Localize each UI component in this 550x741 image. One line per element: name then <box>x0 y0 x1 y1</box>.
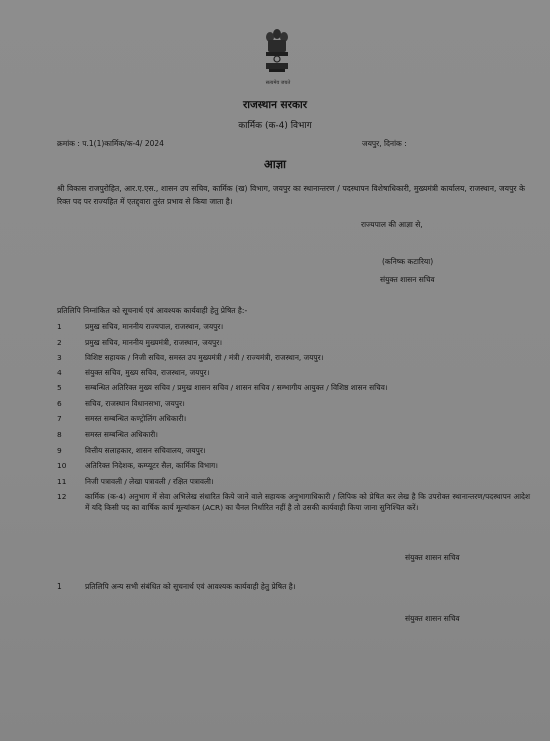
list-item-number: 10 <box>57 461 67 470</box>
order-title: आज्ञा <box>263 157 287 171</box>
list-item-number: 4 <box>57 368 62 377</box>
copy-intro: प्रतिलिपि निम्नांकित को सूचनार्थ एवं आवश्यक कार्यवाही हेतु प्रेषित है:- <box>57 306 248 315</box>
list-item-number: 9 <box>57 446 62 455</box>
list-item-text: प्रमुख सचिव, माननीय राज्यपाल, राजस्थान, जयपुर। <box>85 322 224 331</box>
list-item-number: 1 <box>57 322 62 331</box>
list-item-text: अतिरिक्त निदेशक, कम्प्यूटर सैल, कार्मिक विभाग। <box>85 461 218 470</box>
place-date: जयपुर, दिनांक : <box>362 139 407 148</box>
list-item-number: 5 <box>57 383 62 392</box>
third-signatory-designation: संयुक्त शासन सचिव <box>405 614 460 623</box>
signatory-designation: संयुक्त शासन सचिव <box>380 275 435 284</box>
reference-number: क्रमांक : प.1(1)कार्मिक/क-4/ 2024 <box>57 139 164 148</box>
authority-line: राज्यपाल की आज्ञा से, <box>361 220 423 229</box>
government-heading: राजस्थान सरकार <box>242 99 308 111</box>
list-item-number: 8 <box>57 430 62 439</box>
list-item-number: 7 <box>57 414 62 423</box>
list-item-text: प्रमुख सचिव, माननीय मुख्यमंत्री, राजस्थान, जयपुर। <box>85 338 223 347</box>
list-item-number: 11 <box>57 477 67 486</box>
department-heading: कार्मिक (क-4) विभाग <box>238 121 312 131</box>
list-item-text: सम्बन्धित अतिरिक्त मुख्य सचिव / प्रमुख शासन सचिव / शासन सचिव / सम्भागीय आयुक्त / विशिष्ठ शासन सचिव। <box>85 383 388 392</box>
list-item-text: संयुक्त सचिव, मुख्य सचिव, राजस्थान, जयपुर। <box>85 368 210 377</box>
list-item-text: वित्तीय सलाहकार, शासन सचिवालय, जयपुर। <box>85 446 206 455</box>
signatory-name: (कनिष्क कटारिया) <box>382 257 434 266</box>
list-item-text: प्रतिलिपि अन्य सभी संबंधित को सूचनार्थ एवं आवश्यक कार्यवाही हेतु प्रेषित है। <box>85 582 296 591</box>
list-item-number: 6 <box>57 399 62 408</box>
list-item-text: समस्त सम्बन्धित कण्ट्रोलिंग अधिकारी। <box>85 414 187 423</box>
list-item-text: निजी पत्रावली / लेखा पत्रावली / रक्षित पत्रावली। <box>85 477 214 486</box>
list-item-text: विशिष्ट सहायक / निजी सचिव, समस्त उप मुख्यमंत्री / मंत्री / राज्यमंत्री, राजस्थान, जयपुर। <box>85 353 324 362</box>
emblem-caption: सत्यमेव जयते <box>265 80 291 86</box>
list-item-number: 2 <box>57 338 62 347</box>
list-item-text: समस्त सम्बन्धित अधिकारी। <box>85 430 158 439</box>
list-item-text: कार्मिक (क-4) अनुभाग में सेवा अभिलेख संधारित किये जाने वाले सहायक अनुभागाधिकारी / लिपिक को प्रेषित कर लेख है कि उपरोक्त स्थानान्तरण/पदस्थापन आदेश में यदि किसी पद का वार्षिक कार्य मूल्यांकन (ACR) का चैनल निर्धारित नहीं है तो उसकी कार्यवाही किया जाना सुनिश्चित करें। <box>85 492 530 512</box>
list-item-number: 1 <box>57 582 62 591</box>
state-emblem-icon <box>262 26 292 80</box>
list-item-number: 3 <box>57 353 62 362</box>
order-body: श्री विकास राजपुरोहित, आर.ए.एस., शासन उप सचिव, कार्मिक (ख) विभाग, जयपुर का स्थानान्तरण / पदस्थापन विशेषाधिकारी, मुख्यमंत्री कार्यालय, राजस्थान, जयपुर के रिक्त पद पर राज्यहित में एतद्द्वारा तुरंत प्रभाव से किया जाता है। <box>57 184 525 206</box>
second-signatory-designation: संयुक्त शासन सचिव <box>405 553 460 562</box>
list-item-number: 12 <box>57 492 67 501</box>
list-item-text: सचिव, राजस्थान विधानसभा, जयपुर। <box>85 399 185 408</box>
